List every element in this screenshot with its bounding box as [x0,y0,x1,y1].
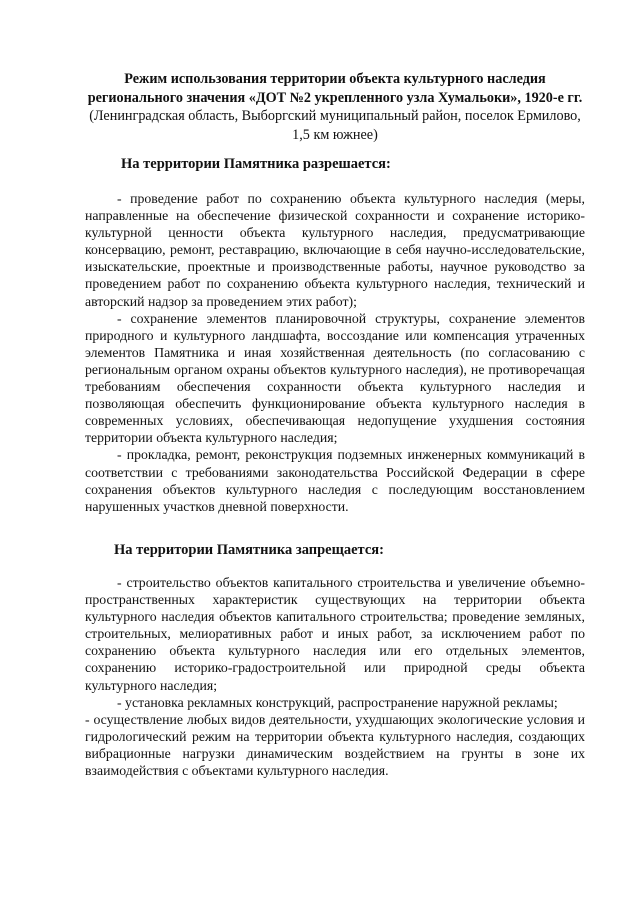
allowed-item-utilities: - прокладка, ремонт, реконструкция подземных инженерных коммуникаций в соответствии с требованиями законодательства Российской Федерации в сфере сохранения объектов культурного наследия с последующим восстановлением нарушенных участков дневной поверхности. [85,447,585,514]
allowed-list [85,190,585,515]
title-location: (Ленинградская область, Выборгский муниципальный район, поселок Ермилово, 1,5 км южнее) [89,108,581,143]
allowed-item-landscape: - сохранение элементов планировочной структуры, сохранение элементов природного и культурного ландшафта, воссоздание или компенсация утраченных элементов Памятника и иная хозяйственная деятельность (по согласованию с региональным органом охраны объектов культурного наследия), не противоречащая требованиям обеспечения сохранности объекта культурного наследия и позволяющая обеспечить функционирование объекта культурного наследия в современных условиях, обеспечивающая недопущение ухудшения состояния территории объекта культурного наследия; [85,310,585,446]
prohibited-item-construction: - строительство объектов капитального строительства и увеличение объемно-пространственных характеристик существующих на территории объекта культурного наследия объектов капитального строительства; проведение земляных, строительных, мелиоративных работ и иных работ, за исключением работ по сохранению объекта культурного наследия или его отдельных элементов, сохранению историко-градостроительной или природной среды объекта культурного наследия; [85,575,585,693]
prohibited-item-ecology: - осуществление любых видов деятельности, ухудшающих экологические условия и гидрологический режим на территории объекта культурного наследия, создающих вибрационные нагрузки динамическим воздействием на грунты в зоне их взаимодействия с объектами культурного наследия. [85,711,585,779]
allowed-item-conservation: - проведение работ по сохранению объекта культурного наследия (меры, направленные на обеспечение физической сохранности и сохранение историко-культурной ценности объекта культурного наследия, предусматривающие консервацию, ремонт, реставрацию, включающие в себя научно-исследовательские, изыскательские, проектные и производственные работы, научное руководство за проведением работ по сохранению объекта культурного наследия, технический и авторский надзор за проведением этих работ); [85,191,585,309]
prohibited-heading: На территории Памятника запрещается: [114,542,384,558]
prohibited-item-advertising: - установка рекламных конструкций, распространение наружной рекламы; [117,694,558,710]
prohibited-list [85,574,585,779]
document-title [80,70,590,144]
allowed-heading: На территории Памятника разрешается: [121,156,391,172]
title-heading: Режим использования территории объекта культурного наследия регионального значения «ДОТ №2 укрепленного узла Хумальоки», 1920-е гг. [87,71,583,106]
